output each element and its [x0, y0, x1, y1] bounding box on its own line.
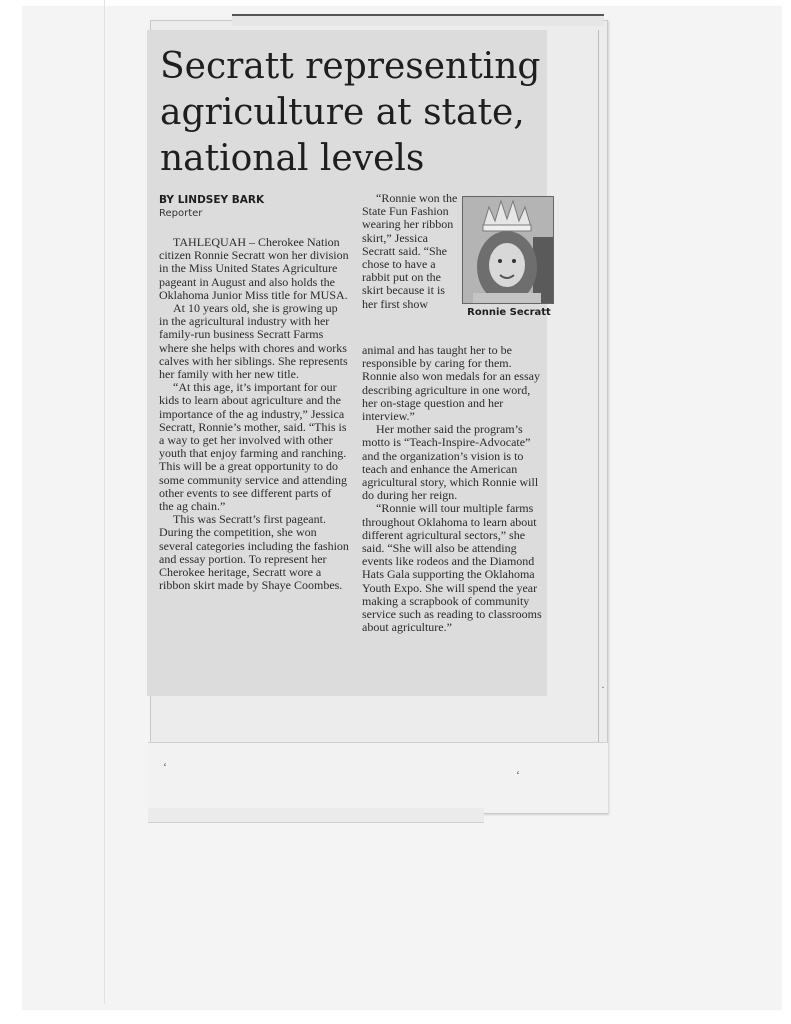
scan-speck: ·: [601, 680, 605, 694]
article-left-column: [159, 236, 349, 592]
scan-edge-line: [104, 0, 105, 1004]
article-right-column-top: [362, 192, 458, 311]
article-right-column-bottom: [362, 344, 548, 634]
newspaper-bottom-strip: [148, 808, 484, 823]
newspaper-top-fold: [232, 14, 604, 26]
article-paragraph: “Ronnie will tour multiple farms throughout Oklahoma to learn about different agricultural sectors,” she said. “She will also be attending events like rodeos and the Diamond Hats Gala supporting the Oklahoma Youth Expo. She will spend the year making a scrapbook of community service such as reading to classrooms about agriculture.”: [362, 501, 542, 635]
portrait-photo: [462, 196, 554, 304]
photo-caption: Ronnie Secratt: [467, 307, 551, 318]
article-paragraph: At 10 years old, she is growing up in the agricultural industry with her family-run business Secratt Farms where she helps with chores and works calves with her siblings. She represents her family with her new title.: [159, 301, 348, 382]
article-paragraph: “Ronnie won the State Fun Fashion wearing her ribbon skirt,” Jessica Secratt said. “She chose to have a rabbit put on the skirt because it is her first show: [362, 191, 458, 311]
portrait-illustration: [463, 197, 553, 303]
newspaper-bottom-fold: [148, 742, 608, 813]
article-headline: Secratt representing agriculture at state, national levels: [160, 46, 541, 179]
scan-speck: ‘: [163, 760, 167, 774]
article-paragraph: “At this age, it’s important for our kids to learn about agriculture and the importance of the ag industry,” Jessica Secratt, Ronnie’s mother, said. “This is a way to get her involved with other youth that enjoy farming and ranching. This will be a great opportunity to do some community service and attending other events to see different parts of the ag chain.”: [159, 380, 347, 514]
article-byline: BY LINDSEY BARK: [159, 194, 265, 206]
article-reporter-role: Reporter: [159, 208, 203, 219]
scan-speck: ‘: [516, 768, 520, 782]
article-paragraph: This was Secratt’s first pageant. During the competition, she won several categories including the fashion and essay portion. To represent her Cherokee heritage, Secratt wore a ribbon skirt made by Shaye Coombes.: [159, 512, 349, 593]
article-paragraph: Her mother said the program’s motto is “Teach-Inspire-Advocate” and the organization’s vision is to teach and enhance the American agricultural story, which Ronnie will do during her reign.: [362, 422, 539, 503]
fold-line: [598, 30, 599, 800]
article-paragraph: animal and has taught her to be responsible by caring for them. Ronnie also won medals for an essay describing agriculture in one word, her on-stage question and her interview.”: [362, 343, 540, 424]
article-paragraph: TAHLEQUAH – Cherokee Nation citizen Ronnie Secratt won her division in the Miss United States Agriculture pageant in August and also holds the Oklahoma Junior Miss title for MUSA.: [159, 235, 349, 302]
